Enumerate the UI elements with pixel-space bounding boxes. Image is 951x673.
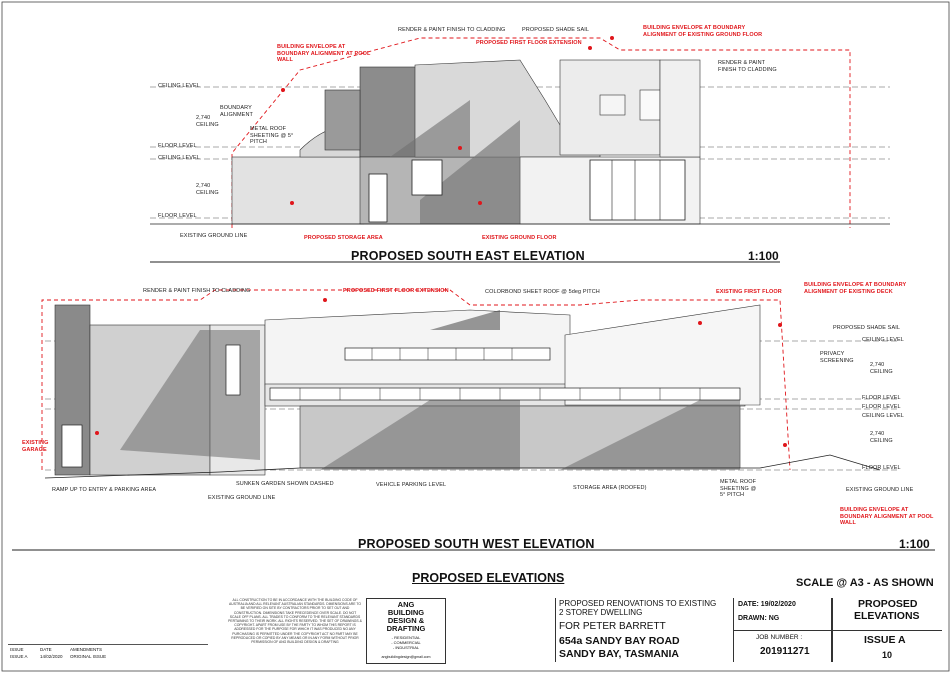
sheet-number: 10 bbox=[882, 650, 893, 660]
sw-envelope-pool-label: BUILDING ENVELOPE AT BOUNDARY ALIGNMENT AT POOL WALL bbox=[840, 507, 934, 526]
se-ceiling-level-1: CEILING LEVEL bbox=[158, 83, 200, 89]
sw-ramp-label: RAMP UP TO ENTRY & PARKING AREA bbox=[52, 487, 157, 493]
sw-dim-lower-sub: CEILING bbox=[870, 438, 893, 444]
sw-ceiling-level-2: CEILING LEVEL bbox=[862, 413, 904, 419]
se-floor-level-2: FLOOR LEVEL bbox=[158, 213, 197, 219]
job-number: 201911271 bbox=[760, 646, 810, 657]
address-line-2: SANDY BAY, TASMANIA bbox=[559, 648, 679, 660]
logo-line-4: DRAFTING bbox=[386, 624, 426, 633]
logo-sub-3: - INDUSTRIAL bbox=[392, 645, 420, 650]
job-number-label: JOB NUMBER : bbox=[756, 634, 803, 641]
sw-sunken-garden-label: SUNKEN GARDEN SHOWN DASHED bbox=[236, 481, 334, 487]
logo-sub bbox=[367, 635, 445, 650]
se-dim-lower: 2,740 bbox=[196, 183, 211, 189]
construction-notes: ALL CONSTRUCTION TO BE IN ACCORDANCE WITH THE BUILDING CODE OF AUSTRALIA AND ALL RELEVANT AUSTRALIAN STANDARDS. DIMENSIONS ARE TO BE VERIFIED ON SITE BY CONTRACTORS PRIOR TO SET OUT AND CONSTRUCTION. DIMENSIONS TAKE PRECEDENCE OVER SCALE. DO NOT SCALE OFF PLANS. ALL TRADES TO CONFORM TO THE RELEVANT STANDARDS PERTAINING TO THEIR WORK. ALL RIGHTS RESERVED. THE SET OF DRAWINGS & COPYRIGHT. APART FROM USE BY THE PARTY TO WHOM THIS REPORT IS ADDRESSED FOR THE PURPOSE FOR WHICH IT WAS PRODUCED NO ANY PURCHASING IS PERMITTED UNDER THE COPYRIGHT ACT NO PART MAY BE REPRODUCED OR COPIED BY ANY MEANS OR IN ANY FORM WITHOUT PRIOR PERMISSION OF ANG BUILDING DESIGN & DRAFTING bbox=[228, 598, 362, 645]
sheet-title-1: PROPOSED bbox=[858, 598, 918, 610]
se-metal-roof-label: METAL ROOF SHEETING @ 5° PITCH bbox=[250, 126, 294, 145]
address-line-1: 654a SANDY BAY ROAD bbox=[559, 635, 680, 647]
project-line-1: PROPOSED RENOVATIONS TO EXISTING bbox=[559, 599, 717, 608]
logo-line-1: ANG bbox=[397, 600, 415, 609]
issue-field: ISSUE A bbox=[864, 634, 906, 646]
sw-first-floor-ext-label: PROPOSED FIRST FLOOR EXTENSION bbox=[343, 288, 449, 294]
project-box bbox=[555, 598, 734, 662]
notes-box bbox=[228, 598, 362, 663]
se-shade-sail-label: PROPOSED SHADE SAIL bbox=[522, 27, 590, 33]
logo-sub-2: - COMMERCIAL bbox=[391, 640, 421, 645]
sw-envelope-deck-label: BUILDING ENVELOPE AT BOUNDARY ALIGNMENT OF EXISTING DECK bbox=[804, 282, 907, 295]
logo-line-3: DESIGN & bbox=[387, 616, 425, 625]
sw-elevation-title: PROPOSED SOUTH WEST ELEVATION bbox=[358, 537, 595, 551]
se-dim-upper-sub: CEILING bbox=[196, 122, 219, 128]
rev-row-amendment: ORIGINAL ISSUE bbox=[70, 654, 107, 659]
sheet-info-divider bbox=[832, 630, 942, 631]
sw-existing-garage-label: EXISTING GARAGE bbox=[22, 440, 49, 453]
sw-vehicle-parking-label: VEHICLE PARKING LEVEL bbox=[376, 482, 447, 488]
sw-ground-line-label: EXISTING GROUND LINE bbox=[208, 495, 276, 501]
sw-shade-sail-label: PROPOSED SHADE SAIL bbox=[833, 325, 901, 331]
client-name: FOR PETER BARRETT bbox=[559, 621, 666, 632]
se-elevation-scale: 1:100 bbox=[748, 249, 779, 263]
se-dim-lower-sub: CEILING bbox=[196, 190, 219, 196]
revision-table bbox=[8, 644, 208, 665]
se-ground-line-label: EXISTING GROUND LINE bbox=[180, 233, 248, 239]
se-render-paint-right-label: RENDER & PAINT FINISH TO CLADDING bbox=[718, 60, 777, 73]
sheet-info-box bbox=[831, 598, 942, 662]
se-boundary-alignment: BOUNDARY ALIGNMENT bbox=[220, 105, 253, 118]
scale-note: SCALE @ A3 - AS SHOWN bbox=[796, 577, 934, 589]
date-field: DATE: 19/02/2020 bbox=[738, 601, 796, 608]
logo bbox=[367, 601, 445, 633]
se-dim-upper: 2,740 bbox=[196, 115, 211, 121]
se-elevation-title: PROPOSED SOUTH EAST ELEVATION bbox=[351, 249, 585, 263]
sw-floor-level-1: FLOOR LEVEL bbox=[862, 395, 901, 401]
sw-dim-upper-sub: CEILING bbox=[870, 369, 893, 375]
sw-ground-line-right-label: EXISTING GROUND LINE bbox=[846, 487, 914, 493]
sw-privacy-label: PRIVACY SCREENING bbox=[820, 351, 854, 364]
project-line-2: 2 STOREY DWELLING bbox=[559, 608, 643, 617]
se-floor-level-1: FLOOR LEVEL bbox=[158, 143, 197, 149]
sw-render-paint-label: RENDER & PAINT FINISH TO CLADDING bbox=[143, 288, 251, 294]
sw-ceiling-level: CEILING LEVEL bbox=[862, 337, 904, 343]
email[interactable]: angbuildingdesign@gmail.com bbox=[381, 655, 431, 659]
rev-row-date: 14/02/2020 bbox=[40, 654, 63, 659]
se-render-paint-label: RENDER & PAINT FINISH TO CLADDING bbox=[398, 27, 506, 33]
logo-line-2: BUILDING bbox=[387, 608, 425, 617]
sw-colorbond-label: COLORBOND SHEET ROOF @ 5deg PITCH bbox=[485, 289, 600, 295]
info-box bbox=[733, 598, 833, 662]
rev-head-date: DATE bbox=[40, 647, 52, 652]
sw-existing-first-floor-label: EXISTING FIRST FLOOR bbox=[716, 289, 782, 295]
se-first-floor-ext-label: PROPOSED FIRST FLOOR EXTENSION bbox=[476, 40, 582, 46]
sw-dim-upper: 2,740 bbox=[870, 362, 885, 368]
logo-box bbox=[366, 598, 446, 664]
drawn-field: DRAWN: NG bbox=[738, 615, 780, 622]
sw-floor-level-2: FLOOR LEVEL bbox=[862, 404, 901, 410]
logo-sub-1: - RESIDENTIAL bbox=[391, 635, 421, 640]
se-ceiling-level-2: CEILING LEVEL bbox=[158, 155, 200, 161]
sw-floor-level-3: FLOOR LEVEL bbox=[862, 465, 901, 471]
rev-head-amendments: AMENDMENTS bbox=[70, 647, 103, 652]
se-storage-area-label: PROPOSED STORAGE AREA bbox=[304, 235, 383, 241]
sw-storage-roofed-label: STORAGE AREA (ROOFED) bbox=[573, 485, 647, 491]
sw-metal-roof-label: METAL ROOF SHEETING @ 5° PITCH bbox=[720, 479, 757, 498]
se-existing-ground-floor-label: EXISTING GROUND FLOOR bbox=[482, 235, 557, 241]
se-envelope-ground-label: BUILDING ENVELOPE AT BOUNDARY ALIGNMENT OF EXISTING GROUND FLOOR bbox=[643, 25, 763, 38]
sw-elevation-scale: 1:100 bbox=[899, 537, 930, 551]
se-envelope-pool-label: BUILDING ENVELOPE AT BOUNDARY ALIGNMENT AT POOL WALL bbox=[277, 44, 371, 63]
rev-row-issue: ISSUE A bbox=[10, 654, 28, 659]
sw-dim-lower: 2,740 bbox=[870, 431, 885, 437]
sheet-title-2: ELEVATIONS bbox=[854, 610, 920, 622]
sheet-heading: PROPOSED ELEVATIONS bbox=[412, 571, 565, 585]
rev-head-issue: ISSUE bbox=[10, 647, 24, 652]
info-divider bbox=[734, 630, 832, 631]
